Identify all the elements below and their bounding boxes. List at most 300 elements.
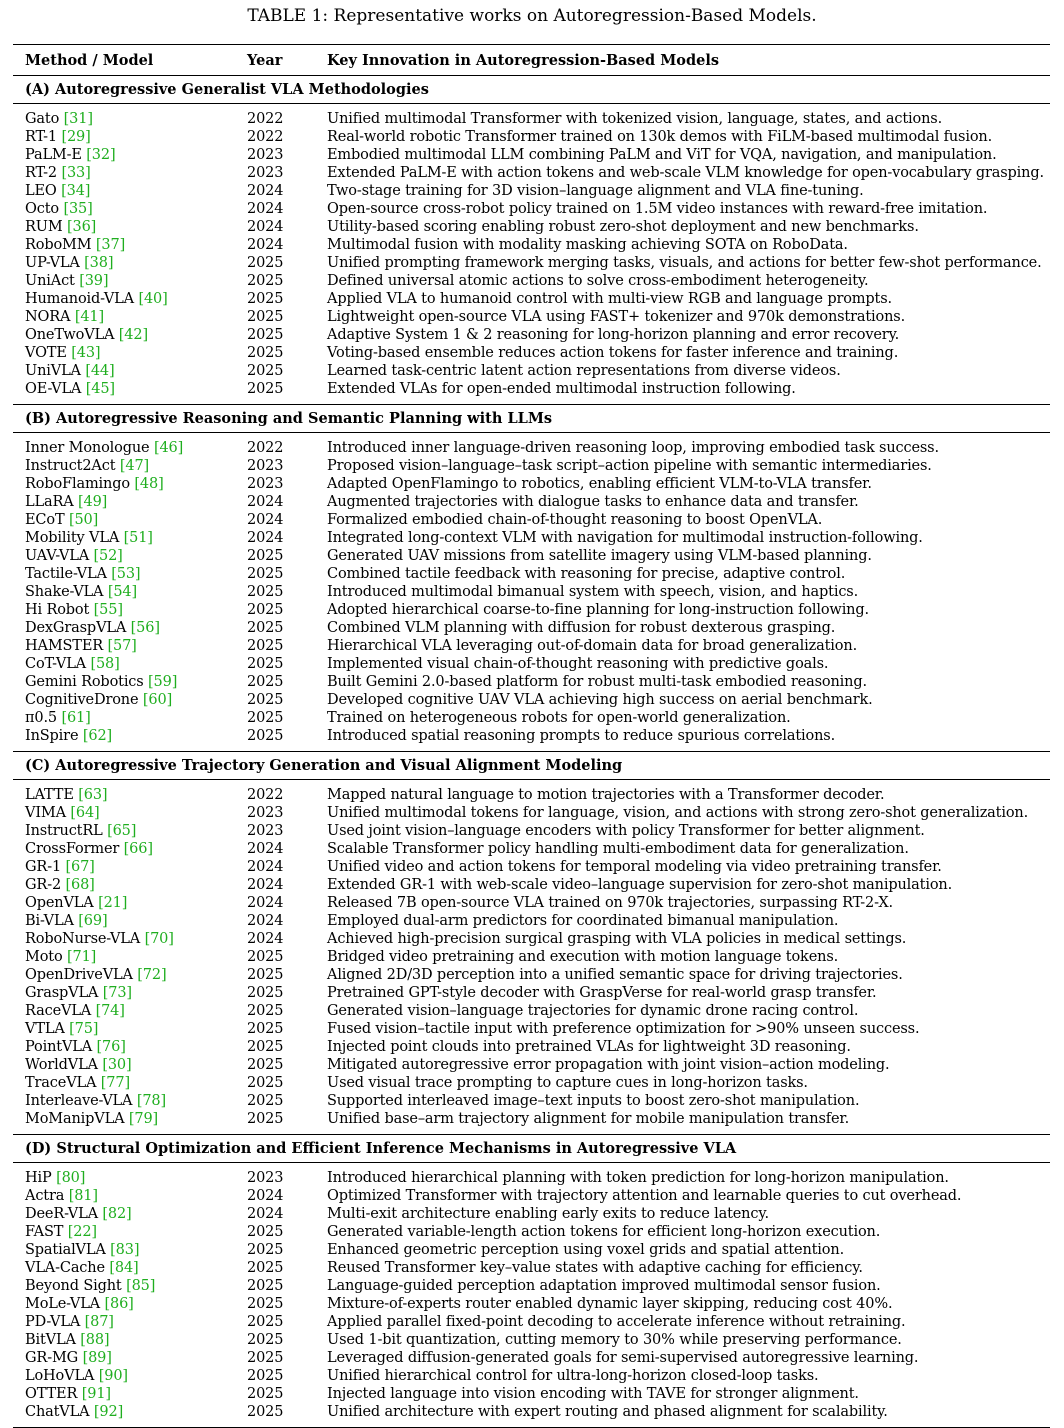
citation-link[interactable]: [91]	[81, 1386, 111, 1402]
method-name: Gemini Robotics	[25, 674, 144, 690]
citation-link[interactable]: [85]	[126, 1278, 156, 1294]
method-name: RoboNurse-VLA	[25, 931, 141, 947]
method-name: FAST	[25, 1224, 64, 1240]
table-row	[13, 362, 1050, 380]
citation-link[interactable]: [30]	[102, 1057, 132, 1073]
innovation-cell: Introduced multimodal bimanual system with speech, vision, and haptics.	[327, 584, 859, 600]
method-cell	[13, 1367, 247, 1385]
innovation-cell: Unified video and action tokens for temporal modeling via video pretraining transfer.	[327, 859, 942, 875]
method-name: UniAct	[25, 273, 75, 289]
citation-link[interactable]: [58]	[90, 656, 120, 672]
citation-link[interactable]: [81]	[68, 1188, 98, 1204]
year-cell: 2025	[247, 1278, 284, 1294]
innovation-cell: Unified base–arm trajectory alignment for mobile manipulation transfer.	[327, 1111, 850, 1127]
method-name: UAV-VLA	[25, 548, 90, 564]
method-name: π0.5	[25, 710, 57, 726]
innovation-cell: Extended PaLM-E with action tokens and web-scale VLM knowledge for open-vocabulary grasping.	[327, 165, 1044, 181]
citation-link[interactable]: [76]	[96, 1039, 126, 1055]
year-cell: 2023	[247, 805, 284, 821]
year-cell: 2025	[247, 710, 284, 726]
table-row	[13, 1002, 1050, 1020]
method-cell	[13, 655, 247, 673]
citation-link[interactable]: [61]	[61, 710, 91, 726]
method-cell	[13, 786, 247, 804]
method-name: LoHoVLA	[25, 1368, 95, 1384]
year-cell: 2023	[247, 458, 284, 474]
method-cell	[13, 380, 247, 398]
year-cell: 2025	[247, 1057, 284, 1073]
method-cell	[13, 1169, 247, 1187]
table-row	[13, 1056, 1050, 1074]
method-name: RoboFlamingo	[25, 476, 130, 492]
method-name: OTTER	[25, 1386, 78, 1402]
innovation-cell: Integrated long-context VLM with navigation for multimodal instruction-following.	[327, 530, 923, 546]
year-cell: 2025	[247, 1093, 284, 1109]
method-cell	[13, 822, 247, 840]
method-name: Moto	[25, 949, 63, 965]
innovation-cell: Augmented trajectories with dialogue tasks to enhance data and transfer.	[327, 494, 859, 510]
innovation-cell: Hierarchical VLA leveraging out-of-domain data for broad generalization.	[327, 638, 858, 654]
year-cell: 2024	[247, 219, 284, 235]
citation-link[interactable]: [64]	[70, 805, 100, 821]
table-row	[13, 326, 1050, 344]
method-cell	[13, 1205, 247, 1223]
method-cell	[13, 308, 247, 326]
citation-link[interactable]: [40]	[138, 291, 168, 307]
table-row	[13, 1187, 1050, 1205]
year-cell: 2025	[247, 692, 284, 708]
citation-link[interactable]: [63]	[78, 787, 108, 803]
method-name: GR-1	[25, 859, 62, 875]
citation-link[interactable]: [70]	[144, 931, 174, 947]
method-cell	[13, 529, 247, 547]
method-name: Tactile-VLA	[25, 566, 107, 582]
method-name: GraspVLA	[25, 985, 99, 1001]
year-cell: 2025	[247, 1260, 284, 1276]
year-cell: 2025	[247, 949, 284, 965]
method-cell	[13, 709, 247, 727]
innovation-cell: Used 1-bit quantization, cutting memory to 30% while preserving performance.	[327, 1332, 902, 1348]
year-cell: 2025	[247, 548, 284, 564]
method-name: Instruct2Act	[25, 458, 116, 474]
year-cell: 2023	[247, 476, 284, 492]
method-name: RT-1	[25, 129, 57, 145]
innovation-cell: Proposed vision–language–task script–action pipeline with semantic intermediaries.	[327, 458, 932, 474]
table-row	[13, 290, 1050, 308]
citation-link[interactable]: [88]	[80, 1332, 110, 1348]
year-cell: 2025	[247, 967, 284, 983]
table-row	[13, 1223, 1050, 1241]
method-name: VIMA	[25, 805, 66, 821]
year-cell: 2025	[247, 1404, 284, 1420]
table-row	[13, 804, 1050, 822]
table-row	[13, 475, 1050, 493]
citation-link[interactable]: [72]	[137, 967, 167, 983]
citation-link[interactable]: [41]	[74, 309, 105, 325]
method-name: Inner Monologue	[25, 440, 150, 456]
method-name: VOTE	[25, 345, 67, 361]
citation-link[interactable]: [31]	[63, 111, 93, 127]
year-cell: 2025	[247, 291, 284, 307]
innovation-cell: Used joint vision–language encoders with policy Transformer for better alignment.	[327, 823, 925, 839]
citation-link[interactable]: [51]	[123, 530, 153, 546]
innovation-cell: Reused Transformer key–value states with adaptive caching for efficiency.	[327, 1260, 863, 1276]
citation-link[interactable]: [68]	[65, 877, 95, 893]
citation-link[interactable]: [37]	[95, 237, 126, 253]
method-cell	[13, 930, 247, 948]
innovation-cell: Language-guided perception adaptation improved multimodal sensor fusion.	[327, 1278, 881, 1294]
citation-link[interactable]: [79]	[128, 1111, 159, 1127]
citation-link[interactable]: [33]	[61, 165, 91, 181]
table-row	[13, 1385, 1050, 1403]
table-row	[13, 691, 1050, 709]
innovation-cell: Multimodal fusion with modality masking achieving SOTA on RoboData.	[327, 237, 848, 253]
method-name: SpatialVLA	[25, 1242, 106, 1258]
table-row	[13, 583, 1050, 601]
method-name: VLA-Cache	[25, 1260, 105, 1276]
method-cell	[13, 583, 247, 601]
table-row	[13, 930, 1050, 948]
year-cell: 2025	[247, 1021, 284, 1037]
citation-link[interactable]: [67]	[65, 859, 95, 875]
method-name: MoManipVLA	[25, 1111, 125, 1127]
year-cell: 2025	[247, 638, 284, 654]
method-name: DexGraspVLA	[25, 620, 127, 636]
citation-link[interactable]: [38]	[84, 255, 114, 271]
innovation-cell: Adopted hierarchical coarse-to-fine planning for long-instruction following.	[327, 602, 869, 618]
citation-link[interactable]: [46]	[153, 440, 184, 456]
method-cell	[13, 1313, 247, 1331]
method-name: UP-VLA	[25, 255, 80, 271]
table-row	[13, 511, 1050, 529]
year-cell: 2025	[247, 1386, 284, 1402]
method-cell	[13, 511, 247, 529]
year-cell: 2024	[247, 512, 284, 528]
method-cell	[13, 1056, 247, 1074]
method-cell	[13, 1110, 247, 1128]
innovation-cell: Supported interleaved image–text inputs to boost zero-shot manipulation.	[327, 1093, 860, 1109]
innovation-cell: Pretrained GPT-style decoder with GraspVerse for real-world grasp transfer.	[327, 985, 877, 1001]
year-cell: 2025	[247, 1075, 284, 1091]
table-row	[13, 601, 1050, 619]
citation-link[interactable]: [73]	[102, 985, 132, 1001]
method-cell	[13, 1074, 247, 1092]
innovation-cell: Unified multimodal tokens for language, vision, and actions with strong zero-shot generalization.	[327, 805, 1029, 821]
table-row	[13, 547, 1050, 565]
citation-link[interactable]: [44]	[85, 363, 115, 379]
citation-link[interactable]: [92]	[93, 1404, 124, 1420]
citation-link[interactable]: [42]	[118, 327, 148, 343]
innovation-cell: Leveraged diffusion-generated goals for semi-supervised autoregressive learning.	[327, 1350, 919, 1366]
citation-link[interactable]: [86]	[104, 1296, 134, 1312]
innovation-cell: Real-world robotic Transformer trained on 130k demos with FiLM-based multimodal fusion.	[327, 129, 993, 145]
method-name: Interleave-VLA	[25, 1093, 133, 1109]
table-row	[13, 218, 1050, 236]
innovation-cell: Adaptive System 1 & 2 reasoning for long-horizon planning and error recovery.	[327, 327, 900, 343]
citation-link[interactable]: [43]	[71, 345, 101, 361]
method-name: Beyond Sight	[25, 1278, 122, 1294]
innovation-cell: Two-stage training for 3D vision–language alignment and VLA fine-tuning.	[327, 183, 864, 199]
innovation-cell: Lightweight open-source VLA using FAST+ tokenizer and 970k demonstrations.	[327, 309, 906, 325]
citation-link[interactable]: [90]	[98, 1368, 128, 1384]
table-row	[13, 1038, 1050, 1056]
method-cell	[13, 619, 247, 637]
method-cell	[13, 1349, 247, 1367]
citation-link[interactable]: [52]	[93, 548, 123, 564]
table-row	[13, 164, 1050, 182]
citation-link[interactable]: [39]	[79, 273, 109, 289]
method-cell	[13, 493, 247, 511]
innovation-cell: Built Gemini 2.0-based platform for robust multi-task embodied reasoning.	[327, 674, 867, 690]
method-name: TraceVLA	[25, 1075, 97, 1091]
table-row	[13, 182, 1050, 200]
table-row	[13, 709, 1050, 727]
year-cell: 2024	[247, 237, 284, 253]
section-title: (D) Structural Optimization and Efficient Inference Mechanisms in Autoregressive VLA	[13, 1135, 1050, 1163]
innovation-cell: Applied parallel fixed-point decoding to accelerate inference without retraining.	[327, 1314, 906, 1330]
year-cell: 2024	[247, 183, 284, 199]
innovation-cell: Generated UAV missions from satellite imagery using VLM-based planning.	[327, 548, 872, 564]
year-cell: 2025	[247, 620, 284, 636]
citation-link[interactable]: [50]	[68, 512, 99, 528]
citation-link[interactable]: [74]	[95, 1003, 125, 1019]
method-name: CrossFormer	[25, 841, 120, 857]
citation-link[interactable]: [59]	[148, 674, 178, 690]
year-cell: 2025	[247, 1314, 284, 1330]
method-name: LEO	[25, 183, 57, 199]
year-cell: 2024	[247, 1188, 284, 1204]
citation-link[interactable]: [54]	[107, 584, 137, 600]
citation-link[interactable]: [65]	[107, 823, 137, 839]
citation-link[interactable]: [71]	[67, 949, 97, 965]
method-cell	[13, 876, 247, 894]
method-cell	[13, 1038, 247, 1056]
year-cell: 2023	[247, 147, 284, 163]
method-name: OneTwoVLA	[25, 327, 115, 343]
method-cell	[13, 691, 247, 709]
table-row	[13, 1259, 1050, 1277]
method-name: Octo	[25, 201, 59, 217]
citation-link[interactable]: [80]	[56, 1170, 86, 1186]
innovation-cell: Injected language into vision encoding with TAVE for stronger alignment.	[327, 1386, 859, 1402]
method-name: ChatVLA	[25, 1404, 90, 1420]
table-row	[13, 1092, 1050, 1110]
table-row	[13, 1110, 1050, 1128]
citation-link[interactable]: [22]	[67, 1224, 97, 1240]
section-title: (C) Autoregressive Trajectory Generation and Visual Alignment Modeling	[13, 752, 1050, 780]
year-cell: 2025	[247, 1003, 284, 1019]
innovation-cell: Learned task-centric latent action representations from diverse videos.	[327, 363, 841, 379]
method-cell	[13, 1002, 247, 1020]
method-name: BitVLA	[25, 1332, 76, 1348]
year-cell: 2022	[247, 440, 284, 456]
innovation-cell: Enhanced geometric perception using voxel grids and spatial attention.	[327, 1242, 845, 1258]
method-cell	[13, 1403, 247, 1421]
citation-link[interactable]: [55]	[93, 602, 123, 618]
method-name: WorldVLA	[25, 1057, 98, 1073]
method-name: GR-MG	[25, 1350, 79, 1366]
citation-link[interactable]: [83]	[110, 1242, 140, 1258]
method-cell	[13, 272, 247, 290]
method-name: RUM	[25, 219, 63, 235]
citation-link[interactable]: [56]	[130, 620, 160, 636]
table-row	[13, 380, 1050, 398]
year-cell: 2022	[247, 129, 284, 145]
method-name: Shake-VLA	[25, 584, 104, 600]
method-cell	[13, 326, 247, 344]
header-method: Method / Model	[13, 45, 247, 76]
method-name: Bi-VLA	[25, 913, 74, 929]
citation-link[interactable]: [35]	[63, 201, 93, 217]
innovation-cell: Used visual trace prompting to capture cues in long-horizon tasks.	[327, 1075, 808, 1091]
method-name: PD-VLA	[25, 1314, 81, 1330]
year-cell: 2025	[247, 363, 284, 379]
citation-link[interactable]: [29]	[61, 129, 91, 145]
table-caption: TABLE 1: Representative works on Autoregression-Based Models.	[247, 6, 817, 26]
year-cell: 2022	[247, 787, 284, 803]
table-row	[13, 200, 1050, 218]
citation-link[interactable]: [69]	[78, 913, 108, 929]
section-header	[13, 1135, 1050, 1163]
method-name: HAMSTER	[25, 638, 104, 654]
year-cell: 2025	[247, 309, 284, 325]
citation-link[interactable]: [89]	[82, 1350, 112, 1366]
method-cell	[13, 1020, 247, 1038]
year-cell: 2025	[247, 327, 284, 343]
citation-link[interactable]: [77]	[100, 1075, 130, 1091]
citation-link[interactable]: [62]	[82, 728, 113, 744]
method-name: Actra	[25, 1188, 65, 1204]
method-cell	[13, 439, 247, 457]
method-cell	[13, 984, 247, 1002]
innovation-cell: Released 7B open-source VLA trained on 970k trajectories, surpassing RT-2-X.	[327, 895, 893, 911]
citation-link[interactable]: [32]	[86, 147, 116, 163]
innovation-cell: Defined universal atomic actions to solve cross-embodiment heterogeneity.	[327, 273, 869, 289]
method-name: InSpire	[25, 728, 79, 744]
header-innovation: Key Innovation in Autoregression-Based Models	[327, 45, 1050, 76]
works-table	[13, 44, 1050, 1428]
table-row	[13, 894, 1050, 912]
method-cell	[13, 840, 247, 858]
year-cell: 2024	[247, 931, 284, 947]
citation-link[interactable]: [45]	[85, 381, 115, 397]
table-row	[13, 786, 1050, 804]
table-row	[13, 493, 1050, 511]
method-cell	[13, 804, 247, 822]
year-cell: 2025	[247, 1039, 284, 1055]
table-row	[13, 128, 1050, 146]
innovation-cell: Unified prompting framework merging tasks, visuals, and actions for better few-shot performance.	[327, 255, 1042, 271]
citation-link[interactable]: [60]	[142, 692, 173, 708]
method-cell	[13, 475, 247, 493]
innovation-cell: Extended VLAs for open-ended multimodal instruction following.	[327, 381, 796, 397]
table-row	[13, 529, 1050, 547]
citation-link[interactable]: [21]	[98, 895, 128, 911]
innovation-cell: Open-source cross-robot policy trained on 1.5M video instances with reward-free imitation.	[327, 201, 988, 217]
year-cell: 2025	[247, 1332, 284, 1348]
method-name: MoLe-VLA	[25, 1296, 101, 1312]
citation-link[interactable]: [87]	[84, 1314, 114, 1330]
method-cell	[13, 1241, 247, 1259]
table-row	[13, 1020, 1050, 1038]
table-row	[13, 912, 1050, 930]
method-cell	[13, 290, 247, 308]
citation-link[interactable]: [75]	[69, 1021, 99, 1037]
method-cell	[13, 1385, 247, 1403]
innovation-cell: Fused vision–tactile input with preference optimization for >90% unseen success.	[327, 1021, 920, 1037]
innovation-cell: Multi-exit architecture enabling early exits to reduce latency.	[327, 1206, 769, 1222]
table-row	[13, 1074, 1050, 1092]
method-cell	[13, 637, 247, 655]
table-row	[13, 655, 1050, 673]
citation-link[interactable]: [82]	[102, 1206, 132, 1222]
innovation-cell: Embodied multimodal LLM combining PaLM and ViT for VQA, navigation, and manipulation.	[327, 147, 997, 163]
innovation-cell: Utility-based scoring enabling robust zero-shot deployment and new benchmarks.	[327, 219, 919, 235]
method-name: DeeR-VLA	[25, 1206, 98, 1222]
year-cell: 2025	[247, 602, 284, 618]
citation-link[interactable]: [78]	[136, 1093, 166, 1109]
year-cell: 2025	[247, 381, 284, 397]
table-row	[13, 1403, 1050, 1421]
method-cell	[13, 457, 247, 475]
citation-link[interactable]: [49]	[78, 494, 108, 510]
innovation-cell: Bridged video pretraining and execution with motion language tokens.	[327, 949, 839, 965]
method-cell	[13, 1259, 247, 1277]
table-row	[13, 966, 1050, 984]
method-name: VTLA	[25, 1021, 65, 1037]
innovation-cell: Mapped natural language to motion trajectories with a Transformer decoder.	[327, 787, 885, 803]
table-row	[13, 1277, 1050, 1295]
method-cell	[13, 1277, 247, 1295]
method-cell	[13, 673, 247, 691]
table-row	[13, 1313, 1050, 1331]
citation-link[interactable]: [36]	[67, 219, 97, 235]
table-row	[13, 439, 1050, 457]
innovation-cell: Aligned 2D/3D perception into a unified semantic space for driving trajectories.	[327, 967, 903, 983]
method-name: Humanoid-VLA	[25, 291, 134, 307]
innovation-cell: Developed cognitive UAV VLA achieving high success on aerial benchmark.	[327, 692, 873, 708]
innovation-cell: Applied VLA to humanoid control with multi-view RGB and language prompts.	[327, 291, 892, 307]
citation-link[interactable]: [57]	[107, 638, 137, 654]
citation-link[interactable]: [66]	[123, 841, 153, 857]
method-name: LLaRA	[25, 494, 74, 510]
year-cell: 2024	[247, 859, 284, 875]
citation-link[interactable]: [84]	[109, 1260, 139, 1276]
method-cell	[13, 344, 247, 362]
citation-link[interactable]: [53]	[111, 566, 141, 582]
innovation-cell: Combined VLM planning with diffusion for robust dexterous grasping.	[327, 620, 836, 636]
innovation-cell: Trained on heterogeneous robots for open-world generalization.	[327, 710, 791, 726]
table-row	[13, 1205, 1050, 1223]
year-cell: 2024	[247, 530, 284, 546]
table-row	[13, 637, 1050, 655]
citation-link[interactable]: [48]	[134, 476, 164, 492]
method-name: CoT-VLA	[25, 656, 86, 672]
method-name: OE-VLA	[25, 381, 82, 397]
year-cell: 2024	[247, 895, 284, 911]
citation-link[interactable]: [34]	[61, 183, 91, 199]
method-cell	[13, 1187, 247, 1205]
table-row	[13, 822, 1050, 840]
method-cell	[13, 362, 247, 380]
innovation-cell: Optimized Transformer with trajectory attention and learnable queries to cut overhead.	[327, 1188, 962, 1204]
method-cell	[13, 254, 247, 272]
year-cell: 2023	[247, 165, 284, 181]
citation-link[interactable]: [47]	[119, 458, 150, 474]
method-name: LATTE	[25, 787, 74, 803]
table-header	[13, 45, 1050, 76]
method-name: PaLM-E	[25, 147, 82, 163]
